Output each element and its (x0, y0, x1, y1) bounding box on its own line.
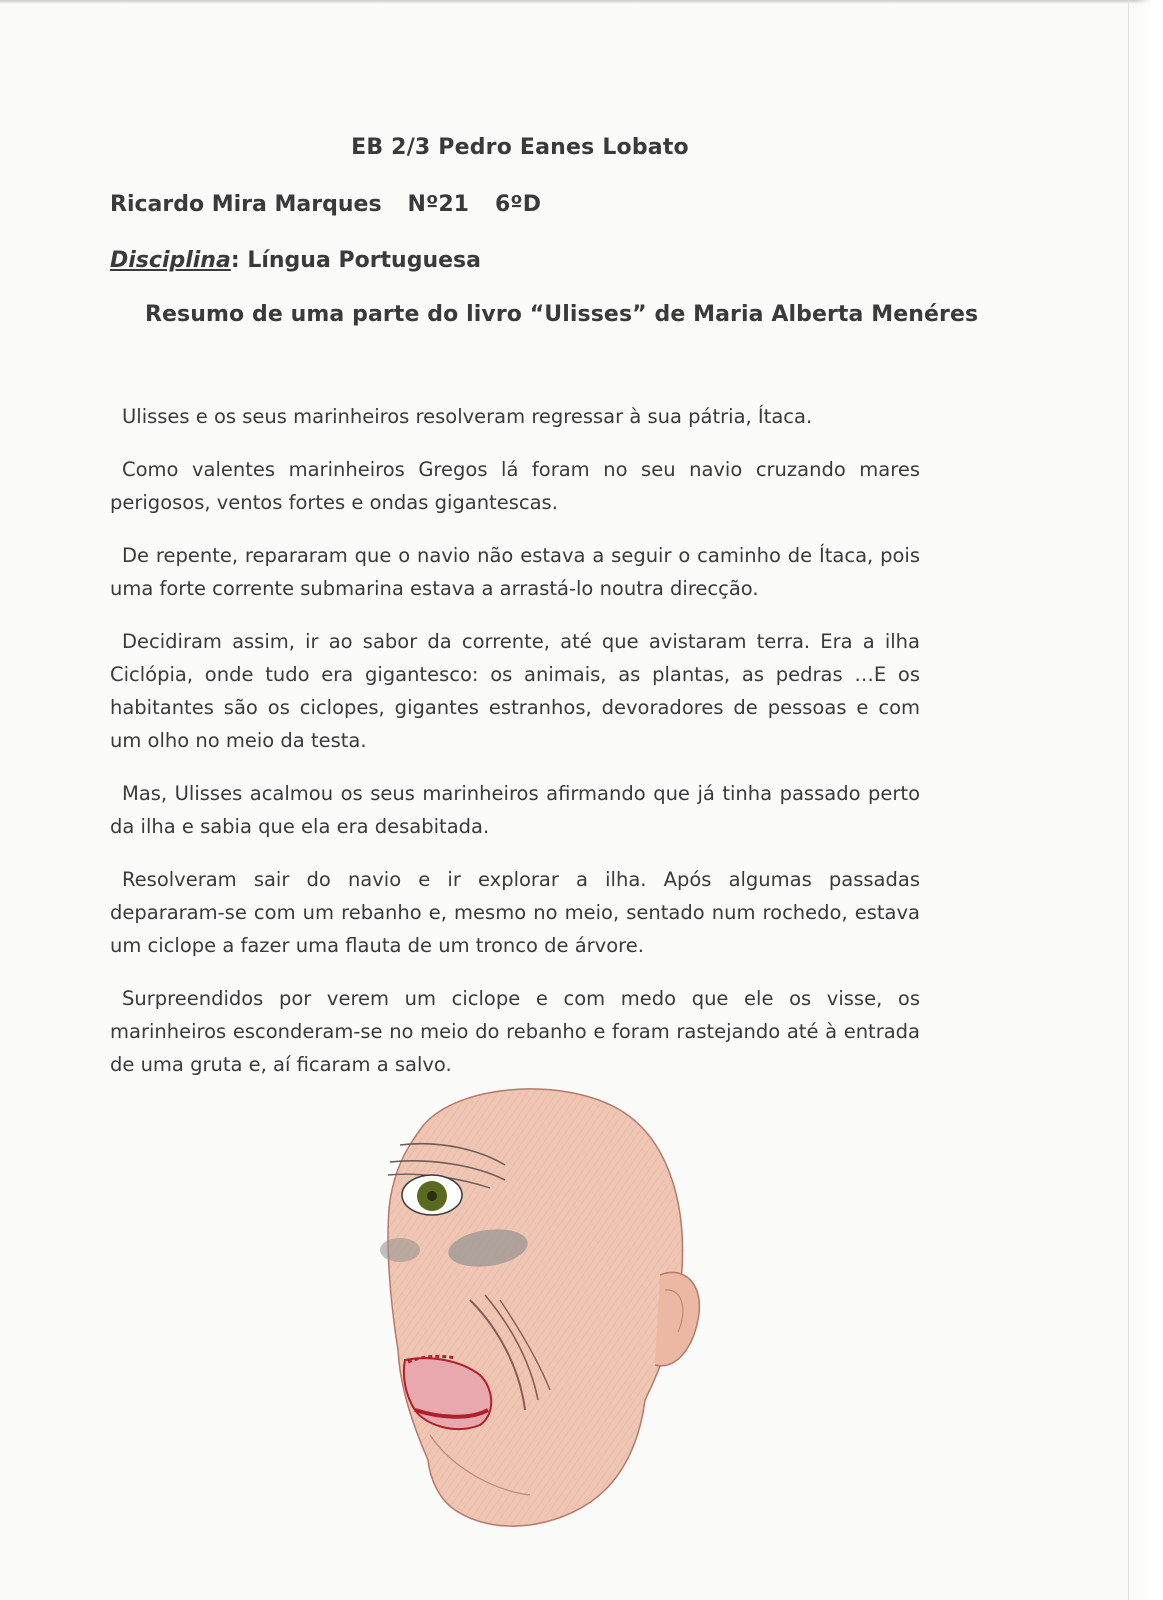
student-line (110, 192, 567, 217)
document-title: Resumo de uma parte do livro “Ulisses” de Maria Alberta Menéres (145, 302, 979, 327)
summary-body (110, 400, 920, 1101)
cyclops-ear (655, 1272, 699, 1365)
subject-value: Língua Portuguesa (247, 248, 481, 273)
subject-line (110, 248, 481, 273)
scan-edge-top (0, 0, 1163, 4)
student-class: 6ºD (494, 192, 541, 217)
paragraph: Mas, Ulisses acalmou os seus marinheiros afirmando que já tinha passado perto da ilha e sabia que ela era desabitada. (110, 782, 920, 838)
cyclops-drawing (360, 1070, 720, 1550)
student-number: Nº21 (407, 192, 469, 217)
scan-edge-line (1128, 0, 1129, 1600)
school-name: EB 2/3 Pedro Eanes Lobato (351, 135, 689, 160)
paragraph: Surpreendidos por verem um ciclope e com medo que ele os visse, os marinheiros esconderam-se no meio do rebanho e foram rastejando até à entrada de uma gruta e, aí ficaram a salvo. (110, 987, 920, 1076)
paragraph: De repente, repararam que o navio não estava a seguir o caminho de Ítaca, pois uma forte corrente submarina estava a arrastá-lo noutra direcção. (110, 544, 920, 600)
student-name: Ricardo Mira Marques (110, 192, 382, 217)
paragraph: Resolveram sair do navio e ir explorar a ilha. Após algumas passadas depararam-se com um rebanho e, mesmo no meio, sentado num rochedo, estava um ciclope a fazer uma flauta de um tronco de árvore. (110, 868, 920, 957)
subject-separator: : (230, 248, 240, 273)
paragraph: Ulisses e os seus marinheiros resolveram regressar à sua pátria, Ítaca. (122, 405, 813, 428)
paragraph: Como valentes marinheiros Gregos lá foram no seu navio cruzando mares perigosos, ventos fortes e ondas gigantescas. (110, 458, 920, 514)
paragraph: Decidiram assim, ir ao sabor da corrente, até que avistaram terra. Era a ilha Ciclópia, onde tudo era gigantesco: os animais, as plantas, as pedras …E os habitantes são os ciclopes, gigantes estranhos, devoradores de pessoas e com um olho no meio da testa. (110, 630, 920, 752)
scan-edge-right (1135, 0, 1163, 1600)
subject-label: Disciplina (110, 248, 231, 273)
